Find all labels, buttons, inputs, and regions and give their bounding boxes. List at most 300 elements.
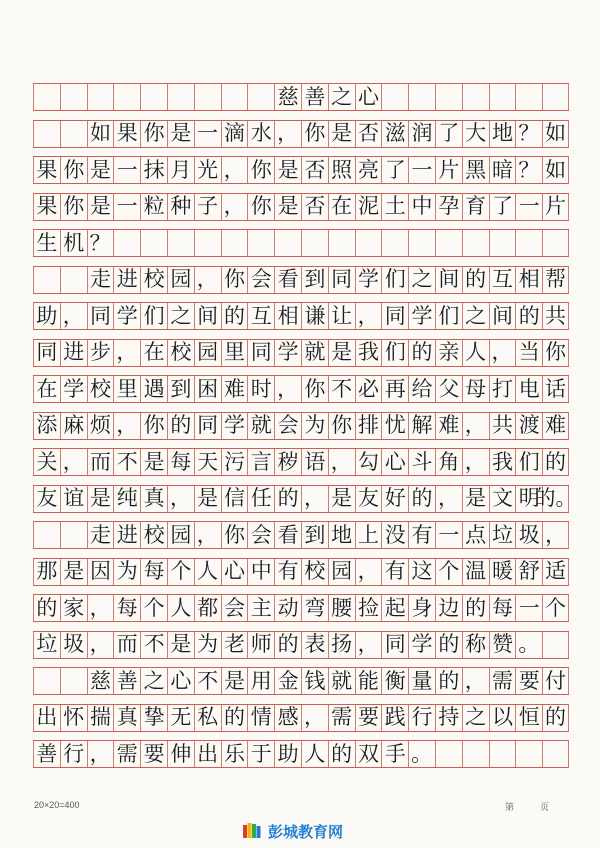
grid-cell-character: 为 xyxy=(301,413,328,439)
grid-cell-character: 行 xyxy=(408,705,435,731)
grid-cell-character: 了 xyxy=(435,121,462,147)
grid-cell-character: 没 xyxy=(381,522,408,548)
grid-cell-character: 伸 xyxy=(167,741,194,767)
grid-cell-character: 需 xyxy=(489,668,516,694)
grid-cell-character: 难 xyxy=(435,413,462,439)
grid-cell-empty xyxy=(542,230,569,256)
grid-cell-empty xyxy=(167,84,194,110)
grid-cell-character: 真 xyxy=(140,486,167,512)
grid-cell-character: 相 xyxy=(274,303,301,329)
grid-cell-character: 。 xyxy=(515,632,542,658)
grid-cell-empty xyxy=(33,267,60,293)
grid-cell-character: ， xyxy=(462,668,489,694)
grid-cell-character: 善 xyxy=(301,84,328,110)
grid-cell-character: 有 xyxy=(274,559,301,585)
grid-cell-empty xyxy=(542,741,569,767)
grid-cell-character: 捡 xyxy=(355,595,382,621)
grid-cell-character: 垃 xyxy=(489,522,516,548)
grid-cell-character: 纯 xyxy=(113,486,140,512)
grid-cell-character: 了 xyxy=(381,157,408,183)
grid-cell-character: 的 xyxy=(221,705,248,731)
grid-cell-empty xyxy=(515,230,542,256)
grid-cell-character: 孕 xyxy=(435,194,462,220)
grid-cell-character: 信 xyxy=(221,486,248,512)
grid-cell-character: 是 xyxy=(462,486,489,512)
grid-cell-character: 是 xyxy=(87,157,114,183)
text-row xyxy=(33,448,569,476)
grid-cell-character: 关 xyxy=(33,449,60,475)
grid-cell-character: 你 xyxy=(140,121,167,147)
grid-cell-character: 果 xyxy=(113,121,140,147)
grid-cell-character: 们 xyxy=(435,303,462,329)
grid-cell-character: 助 xyxy=(33,303,60,329)
grid-cell-character: 难 xyxy=(221,376,248,402)
grid-cell-character: 困 xyxy=(194,376,221,402)
grid-cell-empty xyxy=(113,84,140,110)
grid-cell-empty xyxy=(33,84,60,110)
grid-cell-character: 要 xyxy=(140,741,167,767)
grid-cell-character: 无 xyxy=(167,705,194,731)
grid-cell-empty xyxy=(515,741,542,767)
text-row xyxy=(33,229,569,257)
grid-cell-character: 果 xyxy=(33,157,60,183)
grid-cell-character: 会 xyxy=(221,595,248,621)
grid-cell-character: 到 xyxy=(301,522,328,548)
grid-cell-character: ， xyxy=(221,194,248,220)
grid-cell-character: 走 xyxy=(87,522,114,548)
grid-cell-empty xyxy=(489,84,516,110)
grid-cell-character: 行 xyxy=(60,741,87,767)
grid-cell-character: 之 xyxy=(140,668,167,694)
grid-cell-character: 心 xyxy=(167,668,194,694)
grid-cell-character: 间 xyxy=(194,303,221,329)
grid-cell-character: 助 xyxy=(274,741,301,767)
grid-cell-character: 量 xyxy=(408,668,435,694)
grid-cell-character: 扬 xyxy=(328,632,355,658)
grid-cell-character: 土 xyxy=(381,194,408,220)
grid-cell-character: 间 xyxy=(435,267,462,293)
grid-cell-character: 你 xyxy=(247,157,274,183)
grid-cell-character: 相 xyxy=(515,267,542,293)
grid-cell-character: 就 xyxy=(328,668,355,694)
grid-cell-character: 而 xyxy=(87,449,114,475)
grid-cell-character: ， xyxy=(167,486,194,512)
grid-cell-character: 了 xyxy=(489,194,516,220)
grid-cell-character: 片 xyxy=(542,194,569,220)
grid-cell-empty xyxy=(435,230,462,256)
grid-cell-character: 一 xyxy=(113,157,140,183)
text-row xyxy=(33,740,569,768)
grid-cell-character: ， xyxy=(194,522,221,548)
grid-cell-character: 为 xyxy=(113,559,140,585)
grid-cell-character: 我 xyxy=(355,340,382,366)
grid-cell-character: 园 xyxy=(194,340,221,366)
grid-cell-character: 看 xyxy=(274,267,301,293)
grid-cell-character: 校 xyxy=(87,376,114,402)
grid-cell-character: 出 xyxy=(33,705,60,731)
brand-watermark xyxy=(242,820,343,842)
text-row xyxy=(33,302,569,330)
grid-cell-character: 不 xyxy=(113,449,140,475)
grid-cell-empty xyxy=(274,230,301,256)
grid-cell-character: 好 xyxy=(381,486,408,512)
grid-cell-empty xyxy=(113,230,140,256)
grid-cell-character: 共 xyxy=(542,303,569,329)
grid-cell-character: 每 xyxy=(489,595,516,621)
grid-cell-character: 那 xyxy=(33,559,60,585)
grid-cell-character: 弯 xyxy=(301,595,328,621)
grid-cell-character: 否 xyxy=(301,194,328,220)
text-row xyxy=(33,156,569,184)
grid-cell-character: 共 xyxy=(489,413,516,439)
grid-cell-character: 你 xyxy=(221,267,248,293)
grid-cell-character: ， xyxy=(355,303,382,329)
grid-cell-character: 们 xyxy=(381,267,408,293)
grid-cell-character: 粒 xyxy=(140,194,167,220)
grid-cell-empty xyxy=(542,84,569,110)
grid-cell-character: 的 xyxy=(274,486,301,512)
grid-cell-character: 践 xyxy=(381,705,408,731)
grid-cell-character: ， xyxy=(113,413,140,439)
grid-cell-character: 生 xyxy=(33,230,60,256)
grid-cell-character: 有 xyxy=(381,559,408,585)
grid-cell-empty xyxy=(60,522,87,548)
grid-cell-empty xyxy=(515,84,542,110)
title-row xyxy=(33,83,569,111)
grid-cell-character: 抹 xyxy=(140,157,167,183)
grid-cell-character: 心 xyxy=(221,559,248,585)
grid-cell-character: 黑 xyxy=(462,157,489,183)
grid-cell-empty xyxy=(381,230,408,256)
grid-cell-empty xyxy=(167,230,194,256)
grid-cell-character: ， xyxy=(462,413,489,439)
grid-spec-label: 20×20=400 xyxy=(34,800,80,810)
grid-cell-character: 以 xyxy=(489,705,516,731)
grid-cell-character: 主 xyxy=(247,595,274,621)
grid-cell-empty xyxy=(489,230,516,256)
grid-cell-character: ， xyxy=(435,486,462,512)
grid-cell-character: 同 xyxy=(33,340,60,366)
grid-cell-character: 片 xyxy=(435,157,462,183)
grid-cell-character: 善 xyxy=(113,668,140,694)
grid-cell-character: 地 xyxy=(328,522,355,548)
grid-cell-character: 每 xyxy=(113,595,140,621)
grid-cell-character: 如 xyxy=(87,121,114,147)
grid-cell-character: 一 xyxy=(515,595,542,621)
grid-cell-empty xyxy=(140,230,167,256)
grid-cell-character: 排 xyxy=(355,413,382,439)
grid-cell-empty xyxy=(60,668,87,694)
grid-cell-character: ， xyxy=(462,449,489,475)
grid-cell-character: 任 xyxy=(247,486,274,512)
grid-cell-empty xyxy=(221,84,248,110)
grid-cell-empty xyxy=(355,230,382,256)
grid-cell-character: 会 xyxy=(247,267,274,293)
grid-cell-character: 同 xyxy=(247,340,274,366)
grid-cell-character: 的 xyxy=(167,413,194,439)
grid-cell-character: 难 xyxy=(542,413,569,439)
grid-cell-character: ？ xyxy=(515,157,542,183)
text-row xyxy=(33,266,569,294)
text-row xyxy=(33,120,569,148)
grid-cell-character: 需 xyxy=(328,705,355,731)
grid-cell-character: 情 xyxy=(247,705,274,731)
grid-cell-character: 育 xyxy=(462,194,489,220)
grid-cell-empty xyxy=(247,84,274,110)
grid-cell-character: 因 xyxy=(87,559,114,585)
text-row xyxy=(33,631,569,659)
grid-cell-character: 友 xyxy=(355,486,382,512)
grid-cell-character: 在 xyxy=(140,340,167,366)
grid-cell-character: 必 xyxy=(355,376,382,402)
grid-cell-character: 言 xyxy=(247,449,274,475)
grid-cell-character: 是 xyxy=(87,486,114,512)
grid-cell-character: 帮 xyxy=(542,267,569,293)
grid-cell-character: 斗 xyxy=(408,449,435,475)
grid-cell-character: 当 xyxy=(515,340,542,366)
page-label-suffix: 页 xyxy=(540,802,550,812)
grid-cell-character: 慈 xyxy=(87,668,114,694)
grid-cell-character: 是 xyxy=(274,157,301,183)
grid-cell-character: 之 xyxy=(462,705,489,731)
grid-cell-character: 暗 xyxy=(489,157,516,183)
grid-cell-character: 舒 xyxy=(515,559,542,585)
grid-cell-character: ， xyxy=(87,632,114,658)
grid-cell-character: 是 xyxy=(328,340,355,366)
grid-cell-character: 赞 xyxy=(489,632,516,658)
grid-cell-character: 同 xyxy=(381,632,408,658)
grid-cell-character: 园 xyxy=(167,267,194,293)
grid-cell-character: 走 xyxy=(87,267,114,293)
grid-cell-character: 学 xyxy=(408,632,435,658)
grid-cell-empty xyxy=(435,741,462,767)
grid-cell-character: 你 xyxy=(247,194,274,220)
grid-cell-character: ， xyxy=(542,522,569,548)
grid-cell-character: 个 xyxy=(435,559,462,585)
grid-cell-character: 语 xyxy=(301,449,328,475)
grid-cell-character: 电 xyxy=(515,376,542,402)
grid-cell-character: 话 xyxy=(542,376,569,402)
grid-cell-character: ， xyxy=(489,340,516,366)
grid-cell-character: 步 xyxy=(87,340,114,366)
grid-cell-character: 地 xyxy=(489,121,516,147)
grid-cell-character: 每 xyxy=(140,559,167,585)
grid-cell-character: 同 xyxy=(381,303,408,329)
grid-cell-character: 是 xyxy=(167,632,194,658)
grid-cell-empty xyxy=(408,230,435,256)
grid-cell-character: 人 xyxy=(194,559,221,585)
grid-cell-character: 是 xyxy=(140,449,167,475)
grid-cell-character: 而 xyxy=(113,632,140,658)
grid-cell-character: 家 xyxy=(60,595,87,621)
grid-cell-character: 老 xyxy=(221,632,248,658)
grid-cell-character: 里 xyxy=(221,340,248,366)
grid-cell-character: 。 xyxy=(408,741,435,767)
grid-cell-character: 是 xyxy=(60,559,87,585)
grid-cell-character: 是 xyxy=(194,486,221,512)
grid-cell-character: 的 xyxy=(33,595,60,621)
grid-cell-character: ， xyxy=(274,121,301,147)
grid-cell-character: 的 xyxy=(221,303,248,329)
grid-cell-character: 学 xyxy=(274,340,301,366)
grid-cell-character: 垃 xyxy=(33,632,60,658)
grid-cell-empty xyxy=(60,267,87,293)
grid-cell-character: 人 xyxy=(462,340,489,366)
grid-cell-character: 私 xyxy=(194,705,221,731)
grid-cell-character: 温 xyxy=(462,559,489,585)
grid-cell-character: 谊 xyxy=(60,486,87,512)
grid-cell-character: 的 xyxy=(435,668,462,694)
grid-cell-character: 的 xyxy=(435,632,462,658)
grid-cell-character: 进 xyxy=(113,267,140,293)
grid-cell-character: 烦 xyxy=(87,413,114,439)
grid-cell-character: 角 xyxy=(435,449,462,475)
grid-cell-character: 真 xyxy=(113,705,140,731)
grid-cell-character: 园 xyxy=(328,559,355,585)
grid-cell-empty xyxy=(381,84,408,110)
grid-cell-empty xyxy=(60,84,87,110)
grid-cell-character: ， xyxy=(355,559,382,585)
grid-cell-character: 秽 xyxy=(274,449,301,475)
grid-cell-character: 中 xyxy=(408,194,435,220)
grid-cell-character: 揣 xyxy=(87,705,114,731)
grid-cell-character: 学 xyxy=(60,376,87,402)
grid-cell-character: 慈 xyxy=(274,84,301,110)
grid-cell-character: ， xyxy=(87,595,114,621)
grid-cell-character: 亲 xyxy=(435,340,462,366)
grid-cell-character: 的 xyxy=(274,632,301,658)
text-row xyxy=(33,704,569,732)
grid-cell-character: 会 xyxy=(247,522,274,548)
grid-cell-character: 父 xyxy=(435,376,462,402)
grid-cell-character: 都 xyxy=(194,595,221,621)
grid-cell-character: 看 xyxy=(274,522,301,548)
grid-cell-character: 衡 xyxy=(381,668,408,694)
grid-cell-character: 有 xyxy=(408,522,435,548)
grid-cell-character: 师 xyxy=(247,632,274,658)
grid-cell-character: ？ xyxy=(87,230,114,256)
grid-cell-character: 时 xyxy=(247,376,274,402)
grid-cell-character: 里 xyxy=(113,376,140,402)
grid-cell-character: 之 xyxy=(328,84,355,110)
grid-cell-character: 天 xyxy=(194,449,221,475)
grid-cell-character: 同 xyxy=(328,267,355,293)
grid-cell-character: 要 xyxy=(355,705,382,731)
grid-cell-character: ， xyxy=(60,449,87,475)
grid-cell-character: 适 xyxy=(542,559,569,585)
grid-cell-empty xyxy=(33,668,60,694)
grid-cell-character: 圾 xyxy=(60,632,87,658)
grid-cell-character: 钱 xyxy=(301,668,328,694)
grid-cell-character: 你 xyxy=(542,340,569,366)
grid-cell-character: 学 xyxy=(355,267,382,293)
grid-cell-character: 怀 xyxy=(60,705,87,731)
grid-cell-empty xyxy=(462,230,489,256)
grid-cell-character: 你 xyxy=(140,413,167,439)
grid-cell-empty xyxy=(194,84,221,110)
grid-cell-character: 上 xyxy=(355,522,382,548)
grid-cell-empty xyxy=(221,230,248,256)
grid-cell-empty xyxy=(462,84,489,110)
grid-cell-character: 们 xyxy=(515,449,542,475)
grid-cell-character: 暖 xyxy=(489,559,516,585)
grid-cell-empty xyxy=(33,522,60,548)
grid-cell-character: 腰 xyxy=(328,595,355,621)
grid-cell-character: 否 xyxy=(301,157,328,183)
grid-cell-character: 边 xyxy=(435,595,462,621)
grid-cell-character: 水 xyxy=(247,121,274,147)
grid-cell-character: ， xyxy=(301,486,328,512)
grid-cell-character: 园 xyxy=(167,522,194,548)
grid-cell-character: 的 xyxy=(462,595,489,621)
grid-cell-character: 的 xyxy=(328,741,355,767)
text-row xyxy=(33,594,569,622)
grid-cell-character: 善 xyxy=(33,741,60,767)
grid-cell-character: 点 xyxy=(462,522,489,548)
grid-cell-character: 我 xyxy=(489,449,516,475)
grid-cell-character: 一 xyxy=(194,121,221,147)
grid-cell-character: 你 xyxy=(221,522,248,548)
grid-cell-empty xyxy=(435,84,462,110)
grid-cell-character: 学 xyxy=(408,303,435,329)
grid-cell-character: 表 xyxy=(301,632,328,658)
grid-cell-empty xyxy=(462,741,489,767)
grid-cell-character: 如 xyxy=(542,121,569,147)
grid-cell-character: 如 xyxy=(542,157,569,183)
grid-cell-character: 校 xyxy=(167,340,194,366)
grid-cell-character: 渡 xyxy=(515,413,542,439)
grid-cell-character: 个 xyxy=(167,559,194,585)
grid-cell-character: 动 xyxy=(274,595,301,621)
grid-cell-character: 金 xyxy=(274,668,301,694)
grid-cell-character: 否 xyxy=(355,121,382,147)
grid-cell-character: 的 xyxy=(408,486,435,512)
grid-cell-character: 为 xyxy=(194,632,221,658)
grid-cell-character: 学 xyxy=(113,303,140,329)
grid-cell-character: 挚 xyxy=(140,705,167,731)
grid-cell-character: 的 xyxy=(515,303,542,329)
grid-cell-empty xyxy=(489,741,516,767)
text-row xyxy=(33,558,569,586)
grid-cell-character: ， xyxy=(301,705,328,731)
grid-cell-character: 每 xyxy=(167,449,194,475)
grid-cell-character: 之 xyxy=(408,267,435,293)
grid-cell-character: 的 xyxy=(542,705,569,731)
grid-cell-character: 你 xyxy=(328,413,355,439)
grid-cell-character: 打 xyxy=(489,376,516,402)
grid-cell-empty xyxy=(194,230,221,256)
grid-cell-character: 一 xyxy=(435,522,462,548)
grid-cell-empty xyxy=(140,84,167,110)
grid-cell-character: 这 xyxy=(408,559,435,585)
text-row xyxy=(33,193,569,221)
grid-cell-character: 身 xyxy=(408,595,435,621)
grid-cell-character: 你 xyxy=(60,194,87,220)
grid-cell-character: 的 xyxy=(408,340,435,366)
grid-cell-character: ， xyxy=(274,376,301,402)
grid-cell-character: 忧 xyxy=(381,413,408,439)
grid-cell-character: 出 xyxy=(194,741,221,767)
grid-cell-character: 在 xyxy=(328,194,355,220)
grid-cell-character: 一 xyxy=(515,194,542,220)
grid-cell-character: 污 xyxy=(221,449,248,475)
grid-cell-character: 互 xyxy=(489,267,516,293)
grid-cell-character: 们 xyxy=(381,340,408,366)
grid-cell-character: 勾 xyxy=(355,449,382,475)
grid-cell-character: 圾 xyxy=(515,522,542,548)
grid-cell-character: 泥 xyxy=(355,194,382,220)
writing-grid xyxy=(33,83,577,780)
